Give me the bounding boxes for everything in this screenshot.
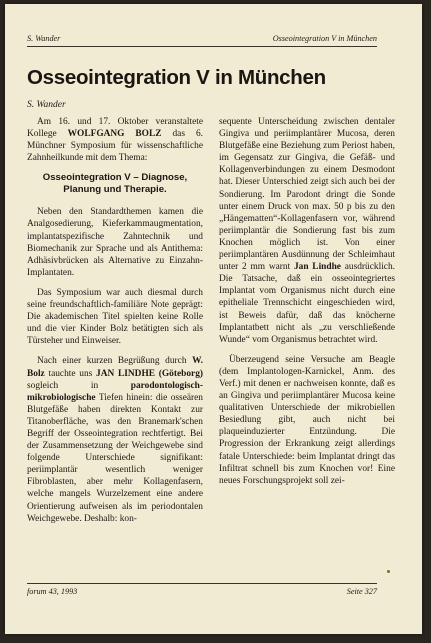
paragraph-atmosphere: Das Symposium war auch diesmal durch seine freundschaftlich-familiäre Note geprägt: Die akademischen Titel spielten keine Rolle und die vier Kinder Bolz betätigten sich als Türsteher und Einweiser.	[27, 287, 203, 347]
article-title: Osseointegration V in München	[27, 66, 326, 89]
paper-speck	[387, 570, 390, 573]
paragraph-lindhe: Nach einer kurzen Begrüßung durch W. Bolz tauchte uns JAN LINDHE (Göteborg) sogleich in parodontologisch-mikrobiologische Tiefen hinein: die osseären Blutgefäße haben direkten Kontakt zur Titanoberfläche, was den Branemark'schen Begriff der Osseointegration rechtfertigt. Bei der Zusammensetzung der Weichgewebe sind folgende Unterschiede signifikant: periimplantär wesentlich weniger Fibroblasten, aber mehr Kollagenfasern, welche mangels Wurzelzement eine andere Orientierung aufweisen als im periodontalen Weichgewebe. Deshalb: kon-	[27, 356, 204, 524]
footer-journal: forum 43, 1993	[27, 587, 78, 596]
header-title: Osseointegration V in München	[272, 34, 377, 43]
running-header	[27, 34, 377, 47]
right-column	[219, 116, 395, 495]
paragraph-beagle: Überzeugend seine Versuche am Beagle (dem Implantologen-Karnickel, Anm. des Verf.) mit denen er nachweisen konnte, daß es an Gingiva und periimplantärer Mucosa keine qualitativen Unterschiede der mikrobiellen Besiedlung gibt, auch nicht bei plaqueinduzierter Entzündung. Die Progression der Erkrankung zeigt allerdings fatale Unterschiede: beim Implantat dringt das Infiltrat schnell bis zum Knochen vor! Eine neues Forschungsprojekt soll zei-	[219, 354, 395, 486]
name-jan-lindhe: Jan Lindhe	[293, 262, 341, 273]
footer-page-number: Seite 327	[346, 587, 377, 596]
name-bolz: WOLFGANG BOLZ	[67, 129, 162, 140]
topic-parodontologisch: parodontologisch-mikrobiologische	[27, 380, 203, 403]
left-column	[27, 116, 203, 533]
article-author: S. Wander	[27, 100, 66, 110]
paragraph-continuation: sequente Unterscheidung zwischen dentaler Gingiva und periimplantärer Mucosa, deren Blutgefäße eine Beziehung zum Periost haben, im Gegensatz zur Gingiva, die Gefäß- und Kollagenverbindungen zu einem Desmodont hat. Dieser Unterschied zeigt sich auch bei der Sondierung. Im Parodont dringt die Sonde unter einem Druck von max. 50 p bis zu den „Hängematten“-Kollagenfasern vor, während periimplantär die Sondierung fast bis zum Knochen möglich ist. Von einer periimplantären Ausdünnung der Schleimhaut unter 2 mm warnt Jan Lindhe ausdrücklich. Die Tatsache, daß ein osseointegriertes Implantat vom Organismus nicht durch eine epitheliale Trennschicht eingeschieden wird, ist Beweis dafür, daß das knöcherne Implantatbett nicht als „zu verschließende Wunde“ vom Organismus betrachtet wird.	[219, 117, 395, 345]
page	[5, 4, 422, 634]
symposium-subhead: Osseointegration V – Diagnose, Planung und Therapie.	[42, 172, 188, 196]
paragraph-topics: Neben den Standardthemen kamen die Analgosedierung, Kieferkammaugmentation, implantatspezifische Zahntechnik und Biomechanik zur Sprache und als Antithema: Adhäsivbrücken als Alternative zu Einzahn- Implantaten.	[27, 207, 203, 278]
header-author: S. Wander	[27, 34, 61, 43]
name-w-bolz: W. Bolz	[27, 356, 203, 379]
name-lindhe: JAN LINDHE (Göteborg)	[96, 368, 204, 379]
paragraph-intro: Am 16. und 17. Oktober veranstaltete Kollege WOLFGANG BOLZ das 6. Münchner Symposium für wissenschaftliche Zahnheilkunde mit dem Thema:	[27, 117, 203, 164]
page-footer	[27, 583, 377, 596]
